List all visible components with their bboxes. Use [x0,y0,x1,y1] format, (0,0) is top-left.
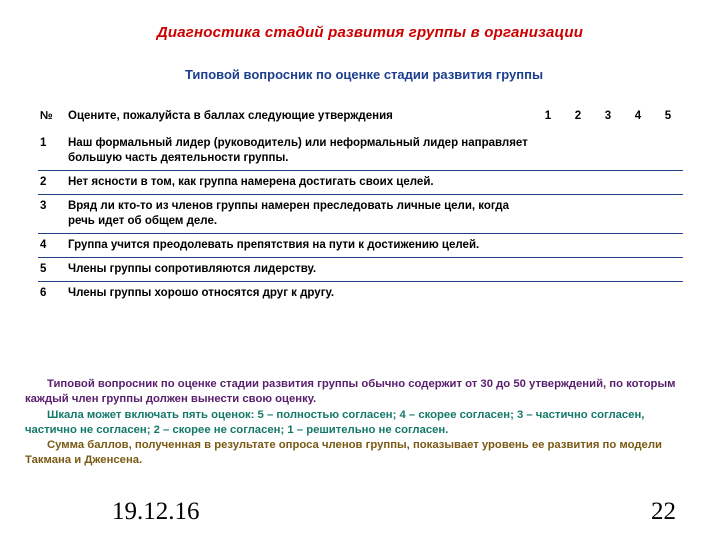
table-header-row [38,104,683,132]
score-cell[interactable] [623,234,653,258]
score-cell[interactable] [533,282,563,306]
row-number: 6 [40,287,47,299]
row-statement: Наш формальный лидер (руководитель) или неформальный лидер направляет большую часть деятельности группы. [68,137,528,164]
score-cell[interactable] [593,234,623,258]
score-cell[interactable] [653,195,683,234]
slide-title: Диагностика стадий развития группы в организации [156,24,584,41]
column-header-score-5: 5 [664,110,672,122]
row-statement: Нет ясности в том, как группа намерена достигать своих целей. [68,176,434,188]
score-cell[interactable] [563,195,593,234]
score-cell[interactable] [653,258,683,282]
score-cell[interactable] [533,132,563,171]
score-cell[interactable] [623,171,653,195]
row-number: 3 [40,200,47,212]
score-cell[interactable] [563,171,593,195]
score-cell[interactable] [533,234,563,258]
score-cell[interactable] [593,195,623,234]
slide-number: 22 [651,498,676,525]
explanation-notes [25,377,697,469]
row-statement: Члены группы хорошо относятся друг к другу. [68,287,335,299]
score-cell[interactable] [563,132,593,171]
column-header-score-2: 2 [574,110,582,122]
score-cell[interactable] [563,258,593,282]
score-cell[interactable] [653,171,683,195]
questionnaire-subtitle: Типовой вопросник по оценке стадии развития группы [184,67,544,82]
row-statement: Вряд ли кто-то из членов группы намерен преследовать личные цели, когда речь идет об общем деле. [68,200,509,227]
table-row [38,195,683,234]
score-cell[interactable] [563,234,593,258]
note-question-count: Типовой вопросник по оценке стадии развития группы обычно содержит от 30 до 50 утверждений, по которым каждый член группы должен вынести свою оценку. [25,378,676,406]
score-cell[interactable] [653,132,683,171]
column-header-score-4: 4 [634,110,642,122]
table-row [38,171,683,195]
score-cell[interactable] [593,132,623,171]
slide-date: 19.12.16 [112,498,200,525]
score-cell[interactable] [533,195,563,234]
table-row [38,234,683,258]
row-number: 5 [40,263,47,275]
score-cell[interactable] [653,282,683,306]
score-cell[interactable] [593,258,623,282]
row-statement: Группа учится преодолевать препятствия на пути к достижению целей. [68,239,480,251]
score-cell[interactable] [623,258,653,282]
score-cell[interactable] [593,282,623,306]
column-header-number: № [40,110,53,122]
row-statement: Члены группы сопротивляются лидерству. [68,263,317,275]
note-rating-scale: Шкала может включать пять оценок: 5 – полностью согласен; 4 – скорее согласен; 3 – частично согласен, частично не согласен; 2 – скорее не согласен; 1 – решительно не согласен. [25,408,645,436]
score-cell[interactable] [623,195,653,234]
table-row [38,282,683,306]
column-header-score-1: 1 [544,110,552,122]
row-number: 4 [40,239,47,251]
score-cell[interactable] [623,282,653,306]
score-cell[interactable] [593,171,623,195]
questionnaire-table [38,104,683,305]
row-number: 1 [40,137,47,149]
row-number: 2 [40,176,47,188]
score-cell[interactable] [533,171,563,195]
table-row [38,258,683,282]
table-row [38,132,683,171]
note-score-sum: Сумма баллов, полученная в результате опроса членов группы, показывает уровень ее развития по модели Такмана и Дженсена. [25,439,662,467]
score-cell[interactable] [623,132,653,171]
column-header-score-3: 3 [604,110,612,122]
column-header-statement: Оцените, пожалуйста в баллах следующие утверждения [68,110,393,122]
score-cell[interactable] [653,234,683,258]
score-cell[interactable] [533,258,563,282]
score-cell[interactable] [563,282,593,306]
